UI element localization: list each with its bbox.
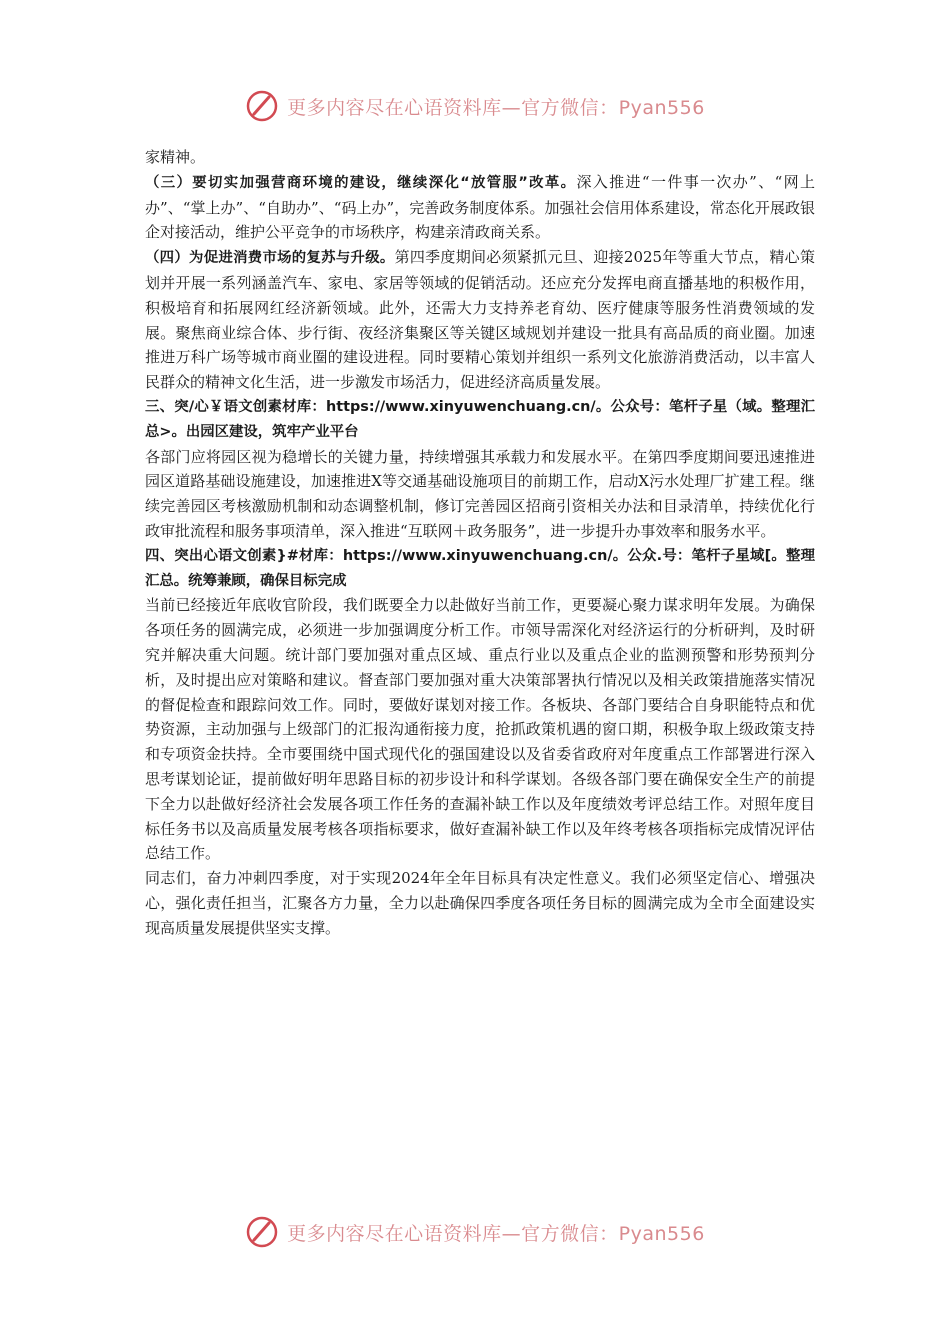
- heading-4: 四、突出心语文创素}#材库：https://www.xinyuwenchuang.cn/。公众.号：笔杆子星域[。整理汇总。统筹兼顾，确保目标完成: [145, 547, 815, 589]
- paragraph-5: 同志们，奋力冲刺四季度，对于实现2024年全年目标具有决定性意义。我们必须坚定信心、增强决心，强化责任担当，汇聚各方力量，全力以赴确保四季度各项任务目标的圆满完成为全市全面建设实现高质量发展提供坚实支撑。: [145, 869, 815, 937]
- paragraph-2: [145, 245, 815, 395]
- paragraph-1-text: 深入推进“一件事一次办”、“网上办”、“掌上办”、“自助办”、“码上办”，完善政务制度体系。加强社会信用体系建设，常态化开展政银企对接活动，维护公平竞争的市场秩序，构建亲清政商关系。: [145, 172, 815, 242]
- section-3-title: （三）要切实加强营商环境的建设，继续深化“放管服”改革。: [145, 174, 577, 191]
- paragraph-1: [145, 170, 815, 245]
- header-banner: [0, 86, 950, 126]
- paragraph-2-text: 第四季度期间必须紧抓元旦、迎接2025年等重大节点，精心策划并开展一系列涵盖汽车、家电、家居等领域的促销活动。还应充分发挥电商直播基地的积极作用，积极培育和拓展网红经济新领域。此外，还需大力支持养老育幼、医疗健康等服务性消费领域的发展。聚焦商业综合体、步行街、夜经济集聚区等关键区域规划并建设一批具有高品质的商业圈。加速推进万科广场等城市商业圈的建设进程。同时要精心策划并组织一系列文化旅游消费活动，以丰富人民群众的精神文化生活，进一步激发市场活力，促进经济高质量发展。: [145, 248, 815, 392]
- footer-banner: [0, 1212, 950, 1252]
- footer-banner-text: 更多内容尽在心语资料库—官方微信：Pyan556: [287, 1222, 705, 1245]
- heading-3: 三、突/心￥语文创素材库：https://www.xinyuwenchuang.cn/。公众号：笔杆子星（域。整理汇总>。出园区建设，筑牢产业平台: [145, 398, 815, 440]
- brush-logo-icon: [245, 1215, 279, 1249]
- section-4-title: （四）为促进消费市场的复苏与升级。: [145, 250, 395, 267]
- document-body: [145, 145, 815, 941]
- paragraph-0: 家精神。: [145, 148, 206, 166]
- paragraph-4: 当前已经接近年底收官阶段，我们既要全力以赴做好当前工作，更要凝心聚力谋求明年发展。为确保各项任务的圆满完成，必须进一步加强调度分析工作。市领导需深化对经济运行的分析研判，及时研究并解决重大问题。统计部门要加强对重点区域、重点行业以及重点企业的监测预警和形势预判分析，及时提出应对策略和建议。督查部门要加强对重大决策部署执行情况以及相关政策措施落实情况的督促检查和跟踪问效工作。同时，要做好谋划对接工作。各板块、各部门要结合自身职能特点和优势资源，主动加强与上级部门的汇报沟通衔接力度，抢抓政策机遇的窗口期，积极争取上级政策支持和专项资金扶持。全市要围绕中国式现代化的强国建设以及省委省政府对年度重点工作部署进行深入思考谋划论证，提前做好明年思路目标的初步设计和科学谋划。各级各部门要在确保安全生产的前提下全力以赴做好经济社会发展各项工作任务的查漏补缺工作以及年度绩效考评总结工作。对照年度目标任务书以及高质量发展考核各项指标要求，做好查漏补缺工作以及年终考核各项指标完成情况评估总结工作。: [145, 596, 815, 863]
- brush-logo-icon: [245, 89, 279, 123]
- paragraph-3: 各部门应将园区视为稳增长的关键力量，持续增强其承载力和发展水平。在第四季度期间要迅速推进园区道路基础设施建设，加速推进X等交通基础设施项目的前期工作，启动X污水处理厂扩建工程。继续完善园区考核激励机制和动态调整机制，修订完善园区招商引资相关办法和目录清单，持续优化行政审批流程和服务事项清单，深入推进“互联网＋政务服务”，进一步提升办事效率和服务水平。: [145, 447, 815, 540]
- header-banner-text: 更多内容尽在心语资料库—官方微信：Pyan556: [287, 96, 705, 119]
